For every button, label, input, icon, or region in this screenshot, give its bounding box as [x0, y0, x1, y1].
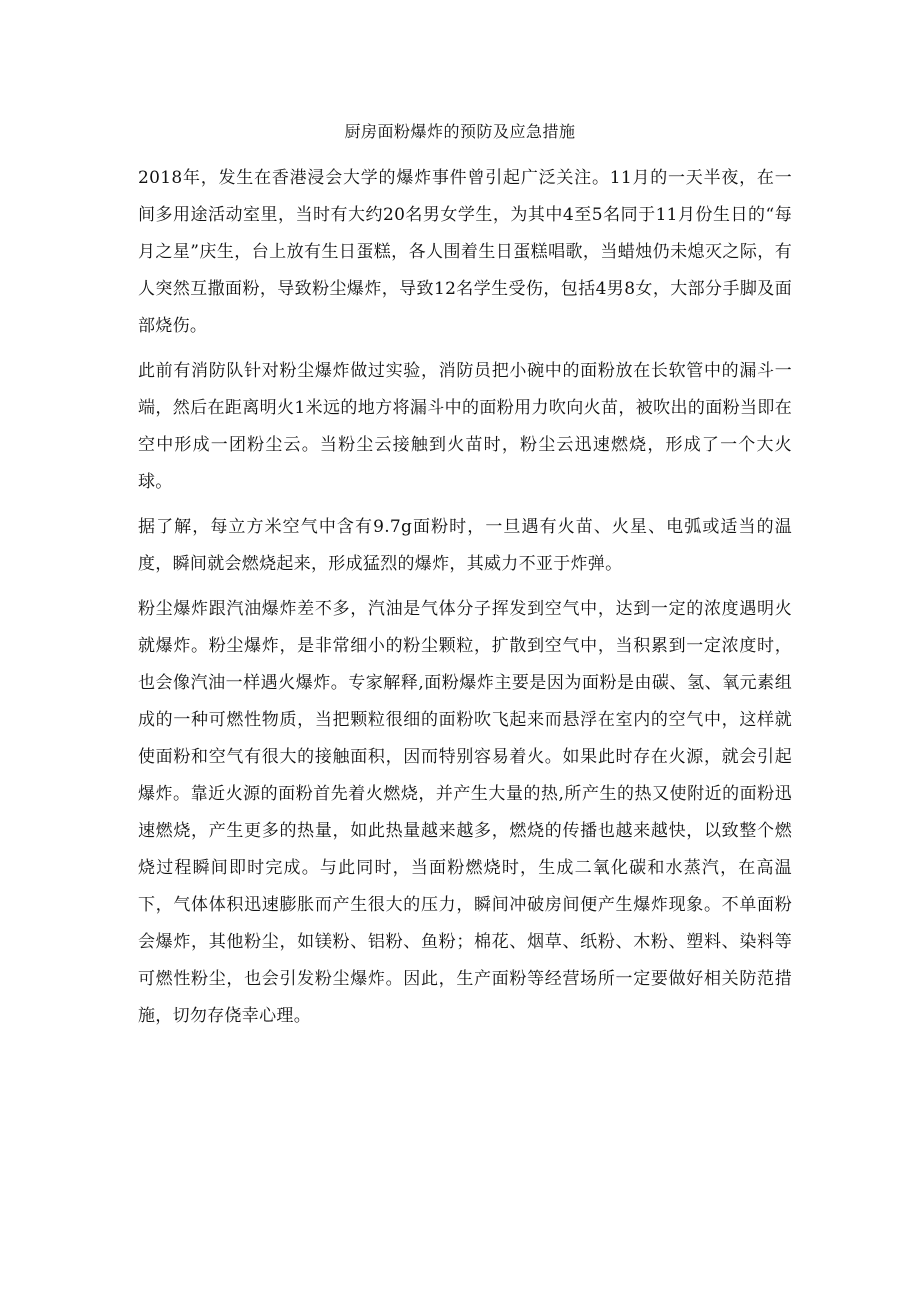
paragraph-concentration: 据了解，每立方米空气中含有9.7g面粉时，一旦遇有火苗、火星、电弧或适当的温度，瞬间就会燃烧起来，形成猛烈的爆炸，其威力不亚于炸弹。	[138, 517, 792, 574]
paragraph-explanation: 粉尘爆炸跟汽油爆炸差不多，汽油是气体分子挥发到空气中，达到一定的浓度遇明火就爆炸。粉尘爆炸，是非常细小的粉尘颗粒，扩散到空气中，当积累到一定浓度时，也会像汽油一样遇火爆炸。专家解释,面粉爆炸主要是因为面粉是由碳、氢、氧元素组成的一种可燃性物质，当把颗粒很细的面粉吹飞起来而悬浮在室内的空气中，这样就使面粉和空气有很大的接触面积，因而特别容易着火。如果此时存在火源，就会引起爆炸。靠近火源的面粉首先着火燃烧，并产生大量的热,所产生的热又使附近的面粉迅速燃烧，产生更多的热量，如此热量越来越多，燃烧的传播也越来越快，以致整个燃烧过程瞬间即时完成。与此同时，当面粉燃烧时，生成二氧化碳和水蒸汽，在高温下，气体体积迅速膨胀而产生很大的压力，瞬间冲破房间便产生爆炸现象。不单面粉会爆炸，其他粉尘，如镁粉、铝粉、鱼粉；棉花、烟草、纸粉、木粉、塑料、染料等可燃性粉尘，也会引发粉尘爆炸。因此，生产面粉等经营场所一定要做好相关防范措施，切勿存侥幸心理。	[138, 599, 792, 1026]
document-title: 厨房面粉爆炸的预防及应急措施	[344, 122, 576, 141]
paragraph-incident: 2018年，发生在香港浸会大学的爆炸事件曾引起广泛关注。11月的一天半夜，在一间多用途活动室里，当时有大约20名男女学生，为其中4至5名同于11月份生日的“每月之星”庆生，台上放有生日蛋糕，各人围着生日蛋糕唱歌，当蜡烛仍未熄灭之际，有人突然互撒面粉，导致粉尘爆炸，导致12名学生受伤，包括4男8女，大部分手脚及面部烧伤。	[138, 168, 792, 336]
paragraph-experiment: 此前有消防队针对粉尘爆炸做过实验，消防员把小碗中的面粉放在长软管中的漏斗一端，然后在距离明火1米远的地方将漏斗中的面粉用力吹向火苗，被吹出的面粉当即在空中形成一团粉尘云。当粉尘云接触到火苗时，粉尘云迅速燃烧，形成了一个大火球。	[138, 361, 792, 492]
document-body	[138, 160, 792, 1043]
